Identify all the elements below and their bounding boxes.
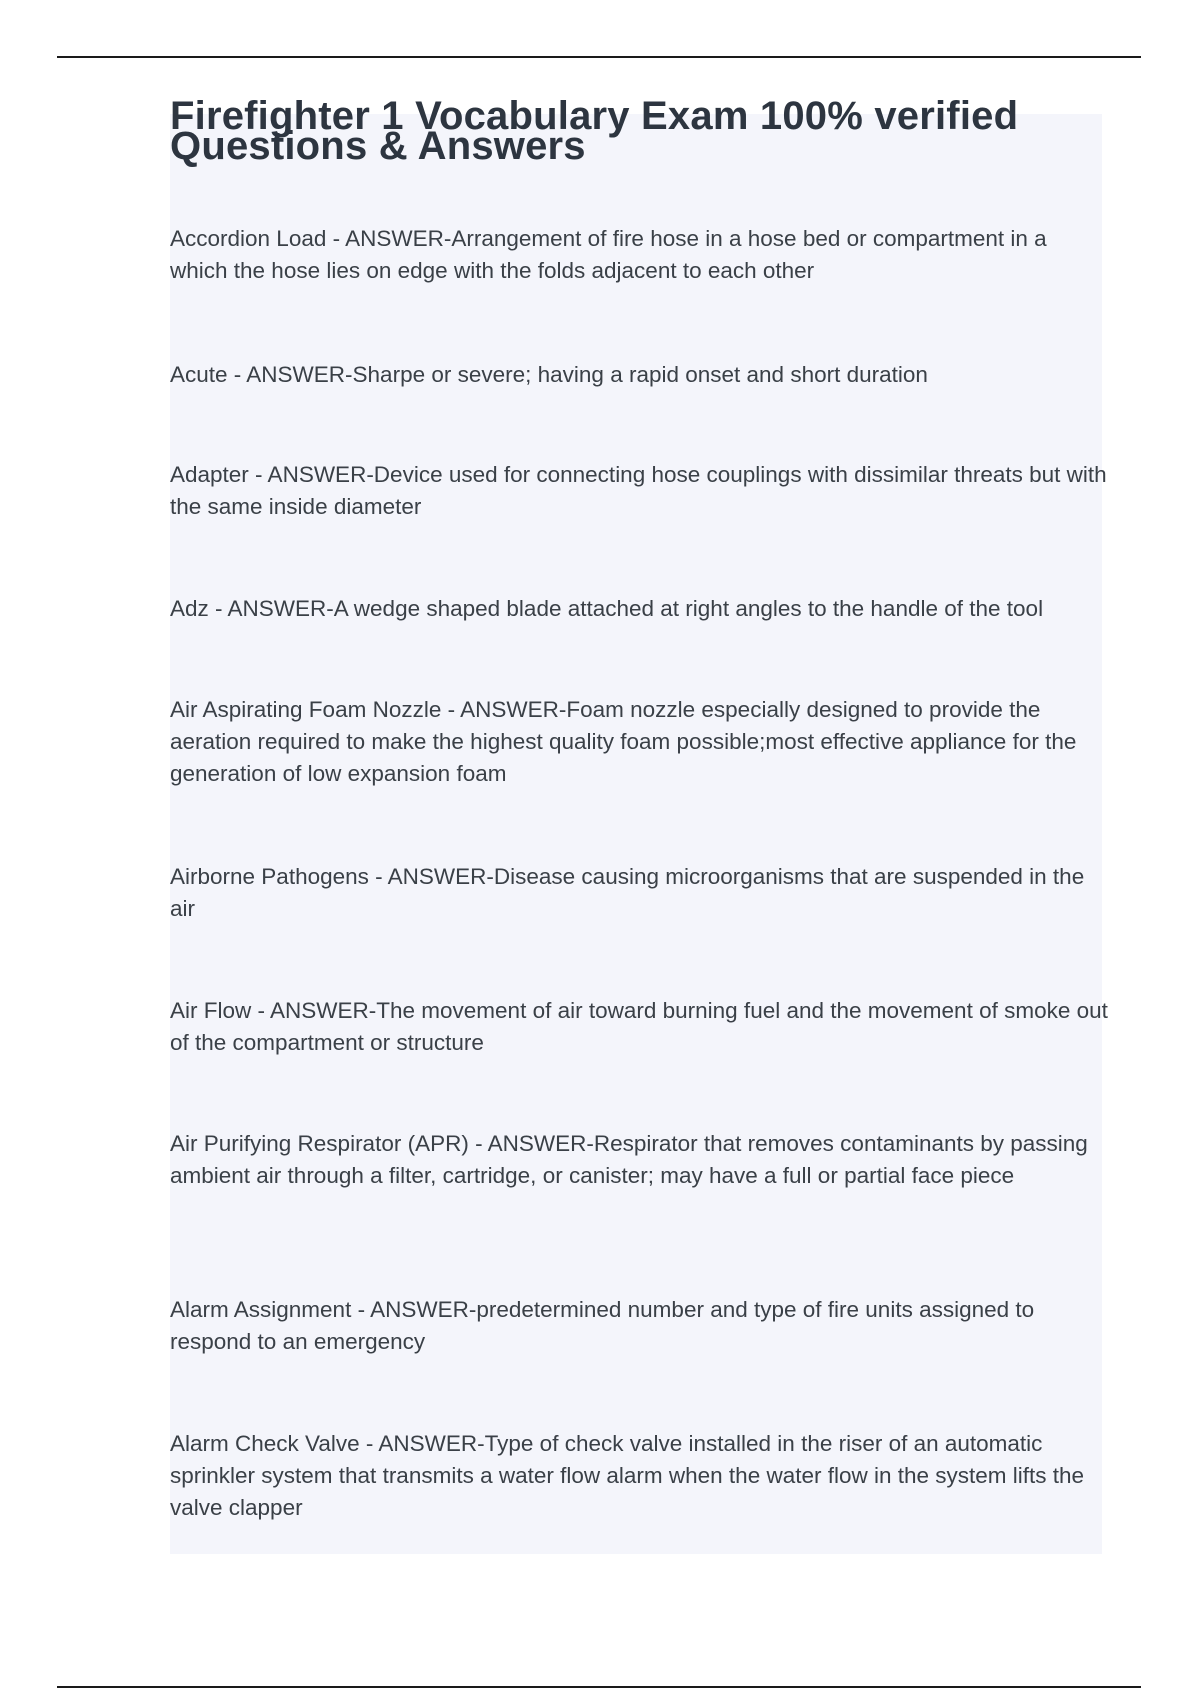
entry-airborne-pathogens: Airborne Pathogens - ANSWER-Disease causing microorganisms that are suspended in the air [170,864,1085,921]
entry-alarm-check-valve: Alarm Check Valve - ANSWER-Type of check valve installed in the riser of an automatic sprinkler system that transmits a water flow alarm when the water flow in the system lifts the valve clapper [170,1431,1085,1520]
entry-air-flow: Air Flow - ANSWER-The movement of air toward burning fuel and the movement of smoke out of the compartment or structure [170,998,1108,1055]
entry-air-purifying-respirator: Air Purifying Respirator (APR) - ANSWER-Respirator that removes contaminants by passing ambient air through a filter, cartridge, or canister; may have a full or partial face piece [170,1131,1088,1188]
entry-adapter: Adapter - ANSWER-Device used for connecting hose couplings with dissimilar threats but with the same inside diameter [170,462,1107,519]
document-title: Firefighter 1 Vocabulary Exam 100% verified Questions & Answers [170,94,1019,168]
entry-air-aspirating-foam-nozzle: Air Aspirating Foam Nozzle - ANSWER-Foam nozzle especially designed to provide the aeration required to make the highest quality foam possible;most effective appliance for the generation of low expansion foam [170,697,1077,786]
entry-acute: Acute - ANSWER-Sharpe or severe; having a rapid onset and short duration [170,362,928,387]
entry-adz: Adz - ANSWER-A wedge shaped blade attached at right angles to the handle of the tool [170,596,1044,621]
top-rule [57,56,1141,58]
entry-accordion-load: Accordion Load - ANSWER-Arrangement of fire hose in a hose bed or compartment in a which the hose lies on edge with the folds adjacent to each other [170,226,1047,283]
bottom-rule [57,1686,1141,1688]
entry-alarm-assignment: Alarm Assignment - ANSWER-predetermined number and type of fire units assigned to respond to an emergency [170,1297,1035,1354]
